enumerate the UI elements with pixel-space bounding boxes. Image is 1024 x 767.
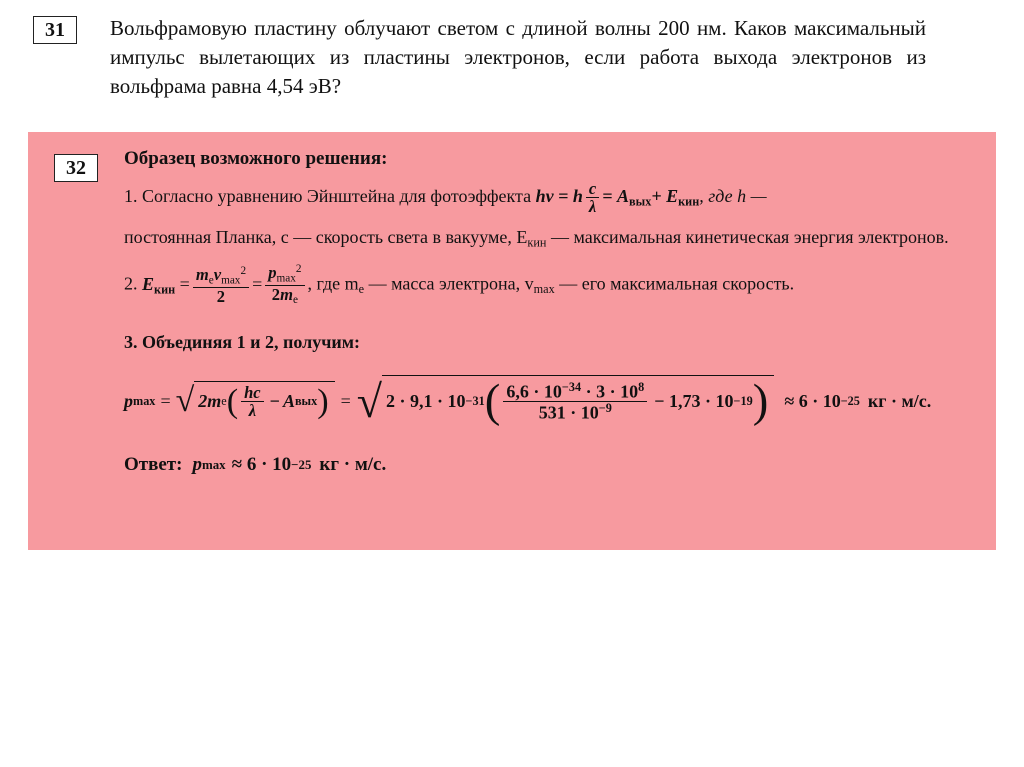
inner-num-part2: · 3 · 10 [581, 381, 639, 402]
step3-p-sym: p [124, 390, 133, 411]
step2-den-m-sub: e [292, 294, 298, 307]
step1-term-a-sub: вых [629, 194, 652, 209]
step1-frac-den: λ [586, 197, 599, 215]
inner-den-part: 531 · 10 [538, 403, 599, 424]
step2-tail-1: , где m [307, 273, 359, 294]
step2-vel-sup: 2 [240, 264, 247, 277]
step2-frac2-den [265, 285, 304, 307]
inner-num-part2-sup: 8 [638, 379, 645, 394]
answer-approx: ≈ 6 · 10 [231, 453, 292, 475]
step1-equation [535, 179, 700, 217]
solution-step-1 [124, 180, 972, 216]
solution-step-2 [124, 264, 972, 307]
solution-step-3-equation [124, 375, 972, 428]
step2-equals-1: = [179, 273, 190, 294]
step1-frac-c-lambda [586, 180, 599, 216]
inner-num-part1-sup: −34 [561, 379, 582, 394]
radical-sign-left: √ [175, 382, 195, 420]
step1-term-a: A [617, 186, 630, 207]
step3-p-sub: max [133, 393, 156, 408]
answer-label: Ответ: [124, 453, 183, 475]
step2-frac2-num [265, 264, 304, 285]
step1-term-e-sub: кин [678, 194, 700, 209]
step3-coef: 2m [198, 391, 222, 412]
step3-inner-den [503, 401, 647, 423]
step3-minus: − [269, 391, 280, 412]
step2-mass-sym: m [195, 264, 209, 284]
step3-frac-den: λ [241, 401, 264, 419]
solution-body [124, 148, 972, 476]
step1-lhs: hν = h [535, 186, 583, 207]
step2-frac-momentum [265, 264, 304, 307]
question-block [0, 0, 1024, 101]
step3-frac-hc-lambda [241, 384, 264, 420]
step2-vel-sub: max [221, 273, 241, 286]
step2-frac-kinetic [193, 266, 249, 306]
step3-result-sup: −25 [840, 393, 860, 408]
solution-step-3-lead: 3. Объединяя 1 и 2, получим: [124, 331, 361, 352]
step3-equals-1: = [160, 390, 171, 411]
step2-frac1-den: 2 [193, 287, 249, 305]
answer-units: кг · м/с. [319, 453, 387, 475]
step2-p-sym: p [268, 263, 277, 283]
step3-inner-minus: − 1,73 · 10 [654, 391, 734, 412]
step2-tail-3: — его максимальная скорость. [554, 273, 795, 294]
radical-body-left [194, 381, 334, 422]
step2-frac1-num [193, 266, 249, 287]
step1-op: + [651, 186, 662, 207]
step3-left-radical [176, 381, 335, 422]
answer-p-sub: max [201, 456, 226, 472]
step2-tail-2: — масса электрона, v [364, 273, 534, 294]
solution-answer [124, 454, 972, 476]
question-number-box: 31 [33, 16, 77, 44]
solution-title: Образец возможного решения: [124, 148, 388, 169]
solution-panel [28, 132, 996, 550]
step3-equals-2: = [340, 390, 351, 411]
step1-frac-num: c [588, 179, 597, 198]
step3-a-sym: A [282, 391, 295, 412]
step1-lead: 1. Согласно уравнению Эйнштейна для фотоэффекта [124, 186, 532, 207]
step2-lead: 2. [124, 273, 138, 294]
paren-close-left: ) [317, 383, 329, 421]
paren-open-right: ( [484, 375, 501, 428]
answer-p-sym: p [192, 453, 202, 475]
step3-right-radical [357, 375, 775, 428]
step3-right-factor-sup: −31 [465, 394, 485, 409]
step3-inner-num [503, 381, 647, 402]
step2-den-m: m [280, 285, 293, 305]
step2-e-symbol: E [142, 273, 155, 294]
step3-right-factor: 2 · 9,1 · 10 [386, 391, 466, 412]
step3-a-sub: вых [294, 394, 318, 409]
radical-sign-right: √ [356, 375, 383, 427]
step2-tail-2-sub: max [533, 281, 555, 296]
step2-den-two: 2 [271, 285, 281, 305]
step1-term-e: E [666, 186, 679, 207]
step1-tail-2: постоянная Планка, c — скорость света в вакууме, E [124, 227, 528, 248]
question-text: Вольфрамовую пластину облучают светом с длиной волны 200 нм. Каков максимальный импульс вылетающих из пластины электронов, если работа выхода электронов из вольфрама равна 4,54 эВ? [110, 16, 926, 98]
step2-e-sub: кин [154, 281, 176, 296]
step3-result-approx: ≈ 6 · 10 [784, 390, 841, 411]
step1-tail-1: , где h — [699, 186, 767, 207]
step1-equals: = [602, 186, 613, 207]
step3-result-units: кг · м/с. [867, 390, 932, 411]
step1-tail-2-sub: кин [527, 235, 547, 250]
step1-tail-3: — максимальная кинетическая энергия электронов. [546, 227, 949, 248]
step3-inner-frac [503, 381, 647, 423]
step2-p-sup: 2 [295, 262, 302, 275]
step3-coef-sub: e [221, 394, 227, 409]
step2-tail-1-sub: e [358, 281, 365, 296]
step3-frac-num: hc [244, 383, 261, 403]
paren-close-right: ) [752, 375, 769, 428]
inner-den-sup: −9 [598, 401, 612, 416]
solution-number-wrap [54, 154, 98, 182]
inner-num-part1: 6,6 · 10 [506, 381, 562, 402]
step2-equals-2: = [252, 273, 263, 294]
paren-open-left: ( [226, 383, 239, 421]
step2-vel-sym: v [213, 264, 222, 284]
question-number-wrap [0, 14, 110, 44]
step2-mass-sub: e [208, 273, 214, 286]
step2-p-sub: max [276, 272, 296, 285]
step3-inner-minus-sup: −19 [733, 394, 753, 409]
solution-step-1-cont [124, 222, 972, 257]
radical-body-right [382, 375, 774, 428]
step2-equation [142, 262, 308, 307]
answer-sup: −25 [291, 456, 312, 472]
solution-number-box: 32 [54, 154, 98, 182]
